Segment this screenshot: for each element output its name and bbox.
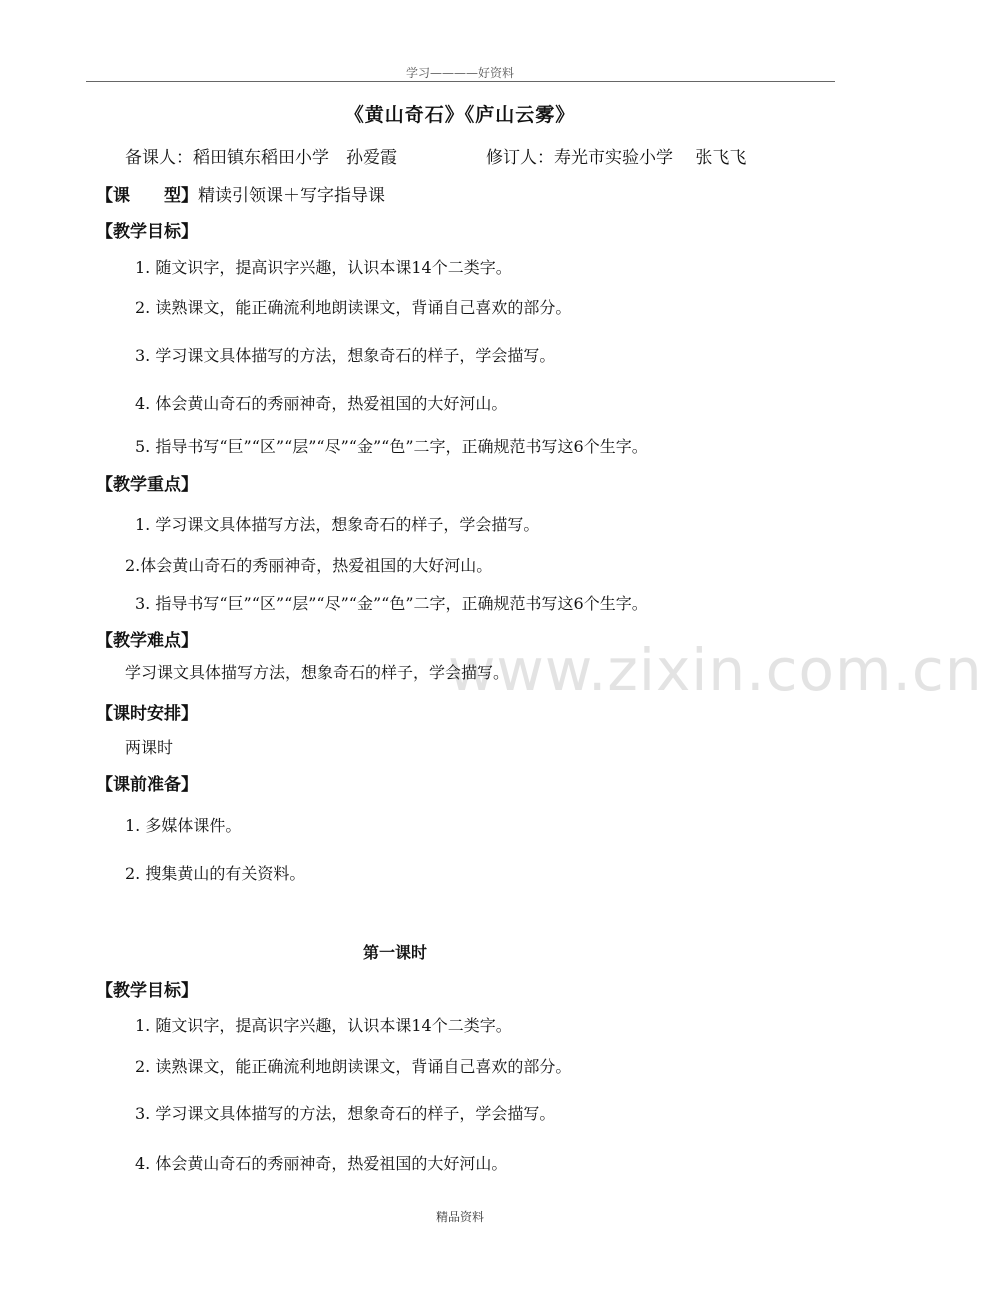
lesson-type-value: 精读引领课＋写字指导课 bbox=[198, 186, 385, 206]
objective-item: 4. 体会黄山奇石的秀丽神奇，热爱祖国的大好河山。 bbox=[135, 394, 508, 413]
document-title: 《黄山奇石》《庐山云雾》 bbox=[344, 104, 576, 126]
watermark: www.zixin.com.cn bbox=[448, 636, 983, 704]
schedule-text: 两课时 bbox=[125, 738, 174, 757]
authors-line bbox=[125, 143, 747, 168]
page-footer: 精品资料 bbox=[435, 1210, 484, 1224]
objective-item: 5. 指导书写“巨”“区”“层”“尽”“金”“色”二字，正确规范书写这6个生字。 bbox=[135, 437, 648, 456]
key-points-heading: 【教学重点】 bbox=[96, 475, 198, 495]
key-point-item: 3. 指导书写“巨”“区”“层”“尽”“金”“色”二字，正确规范书写这6个生字。 bbox=[135, 594, 648, 613]
page-header: 学习————好资料 bbox=[405, 66, 514, 80]
first-lesson-objective-item: 4. 体会黄山奇石的秀丽神奇，热爱祖国的大好河山。 bbox=[135, 1154, 508, 1173]
first-lesson-objective-item: 1. 随文识字，提高识字兴趣，认识本课14个二类字。 bbox=[135, 1016, 512, 1035]
preparation-item: 2. 搜集黄山的有关资料。 bbox=[125, 864, 306, 883]
preparation-item: 1. 多媒体课件。 bbox=[125, 816, 242, 835]
first-lesson-title: 第一课时 bbox=[362, 943, 427, 962]
difficulties-text: 学习课文具体描写方法，想象奇石的样子，学会描写。 bbox=[125, 663, 510, 682]
preparation-heading: 【课前准备】 bbox=[96, 775, 198, 795]
lesson-type-label: 【课 型】 bbox=[96, 186, 198, 206]
header-divider bbox=[86, 81, 835, 82]
key-point-item: 1. 学习课文具体描写方法，想象奇石的样子，学会描写。 bbox=[135, 515, 540, 534]
schedule-heading: 【课时安排】 bbox=[96, 704, 198, 724]
reviser: 修订人：寿光市实验小学 张飞飞 bbox=[486, 148, 747, 168]
difficulties-heading: 【教学难点】 bbox=[96, 631, 198, 651]
key-point-item: 2.体会黄山奇石的秀丽神奇，热爱祖国的大好河山。 bbox=[125, 556, 493, 575]
objective-item: 1. 随文识字，提高识字兴趣，认识本课14个二类字。 bbox=[135, 258, 512, 277]
objectives-heading: 【教学目标】 bbox=[96, 222, 198, 242]
first-lesson-objective-item: 3. 学习课文具体描写的方法，想象奇石的样子，学会描写。 bbox=[135, 1104, 556, 1123]
first-lesson-objective-item: 2. 读熟课文，能正确流利地朗读课文，背诵自己喜欢的部分。 bbox=[135, 1057, 572, 1076]
objective-item: 3. 学习课文具体描写的方法，想象奇石的样子，学会描写。 bbox=[135, 346, 556, 365]
objective-item: 2. 读熟课文，能正确流利地朗读课文，背诵自己喜欢的部分。 bbox=[135, 298, 572, 317]
preparer: 备课人：稻田镇东稻田小学 孙爱霞 bbox=[125, 148, 397, 168]
lesson-type bbox=[96, 181, 385, 206]
first-lesson-objectives-heading: 【教学目标】 bbox=[96, 981, 198, 1001]
